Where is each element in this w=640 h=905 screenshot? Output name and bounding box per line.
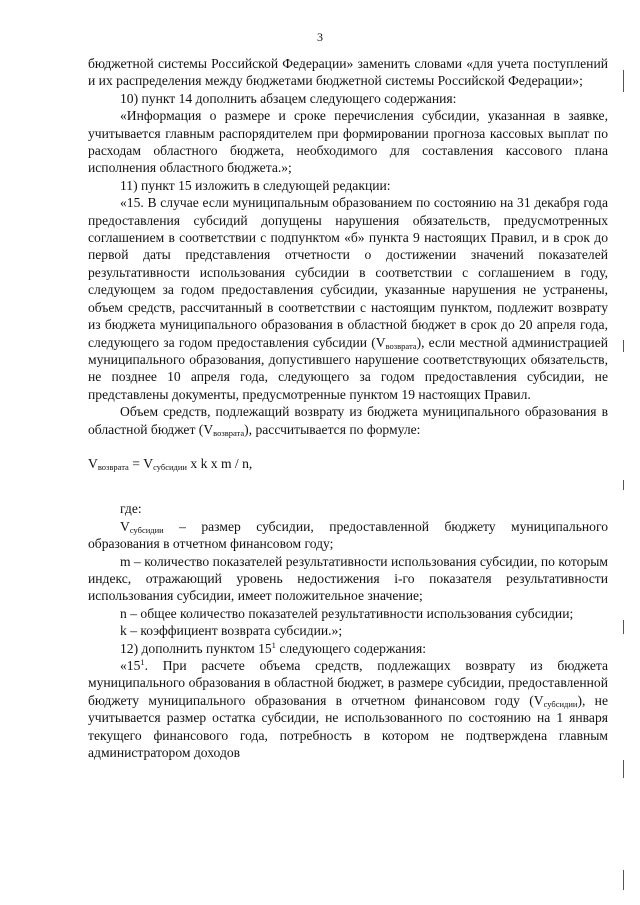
paragraph-text: где:: [120, 501, 142, 517]
subscript: субсидии: [543, 698, 578, 709]
scan-edge-mark: [623, 870, 624, 890]
subscript: субсидии: [153, 461, 187, 472]
paragraph: [88, 177, 608, 194]
subscript: возврата: [385, 340, 417, 351]
paragraph-text: бюджетной системы Российской Федерации» заменить словами «для учета поступлений и их распределения между бюджетами бюджетной системы Российской Федерации»;: [88, 56, 608, 89]
paragraph: [88, 640, 608, 657]
paragraph-text: m – количество показателей результативности использования субсидии, по которым индекс, отражающий уровень недостижения i-го показателя результативности использования субсидии, имеет положительное значение;: [88, 553, 608, 604]
paragraph: [88, 553, 608, 605]
paragraph-text: V: [120, 518, 130, 534]
paragraph: [88, 518, 608, 553]
superscript: 1: [271, 639, 276, 650]
formula: [88, 455, 608, 472]
scan-edge-mark: [623, 480, 624, 490]
superscript: 1: [140, 657, 145, 667]
paragraph-text: Объем средств, подлежащий возврату из бюджета муниципального образования в областной бюджет (V: [88, 404, 608, 437]
scan-edge-mark: [623, 620, 624, 634]
paragraph: [88, 90, 608, 107]
paragraph-text: ), не учитывается размер остатка субсидии, не использованного по состоянию на 1 января текущего финансового года, потребность в котором не подтверждена главным администратором доходов: [88, 692, 608, 761]
subscript: субсидии: [129, 524, 164, 535]
formula-text: V: [88, 455, 98, 471]
paragraph-text: ), если местной администрацией муниципального образования, допустившего нарушение соответствующих обязательств, не позднее 10 апреля года, следующего за годом предоставления субсидии, не представлены документы, предусмотренные пунктом 19 настоящих Правил.: [88, 334, 609, 402]
scan-edge-mark: [623, 70, 624, 92]
paragraph-text: k – коэффициент возврата субсидии.»;: [120, 623, 343, 639]
subscript: возврата: [97, 461, 129, 472]
paragraph: [88, 605, 608, 622]
paragraph-text: 12) дополнить пунктом 15: [120, 640, 272, 656]
paragraph-text: n – общее количество показателей результативности использования субсидии;: [120, 605, 574, 621]
paragraph: [88, 622, 608, 639]
paragraph-text: . При расчете объема средств, подлежащих возврату из бюджета муниципального образования в областной бюджет, в размере субсидии, предоставленной бюджету муниципального образования в отчетном финансовом году (V: [88, 658, 608, 708]
paragraph: [88, 107, 608, 177]
paragraph-text: следующего содержания:: [275, 640, 426, 656]
paragraph: [88, 194, 608, 403]
scan-edge-mark: [623, 340, 624, 352]
paragraph-text: – размер субсидии, предоставленной бюджету муниципального образования в отчетном финансовом году;: [88, 518, 608, 552]
paragraph-text: «15: [120, 658, 141, 673]
paragraph-text: «15. В случае если муниципальным образованием по состоянию на 31 декабря года предоставления субсидий допущены нарушения обязательств, предусмотренных соглашением в соответствии с подпунктом «б» пункта 9 настоящих Правил, и в срок до первой даты представления отчетности о достижении значений показателей результативности использования субсидии в соответствии с соглашением в году, следующем за годом предоставления субсидии, указанные нарушения не устранены, объем средств, рассчитанный в соответствии с настоящим пунктом, подлежит возврату из бюджета муниципального образования в областной бюджет в срок до 20 апреля года, следующего за годом предоставления субсидии (V: [88, 195, 608, 350]
paragraph-text: 10) пункт 14 дополнить абзацем следующего содержания:: [120, 90, 457, 106]
paragraph: [88, 403, 608, 438]
subscript: возврата: [213, 427, 245, 438]
paragraph-text: 11) пункт 15 изложить в следующей редакции:: [120, 177, 391, 193]
formula-text: x k x m / n,: [186, 455, 253, 471]
paragraph-text: «Информация о размере и сроке перечисления субсидии, указанная в заявке, учитывается главным распорядителем при формировании прогноза кассовых выплат по расходам областного бюджета, необходимого для составления кассового плана исполнения областного бюджета.»;: [88, 108, 608, 176]
document-body: [88, 55, 608, 761]
paragraph-text: ), рассчитывается по формуле:: [244, 421, 421, 437]
paragraph: [88, 500, 608, 517]
paragraph: [88, 657, 608, 761]
page-number: 3: [317, 30, 323, 44]
formula-text: = V: [128, 455, 154, 471]
paragraph: [88, 55, 608, 90]
scan-edge-mark: [623, 760, 624, 778]
